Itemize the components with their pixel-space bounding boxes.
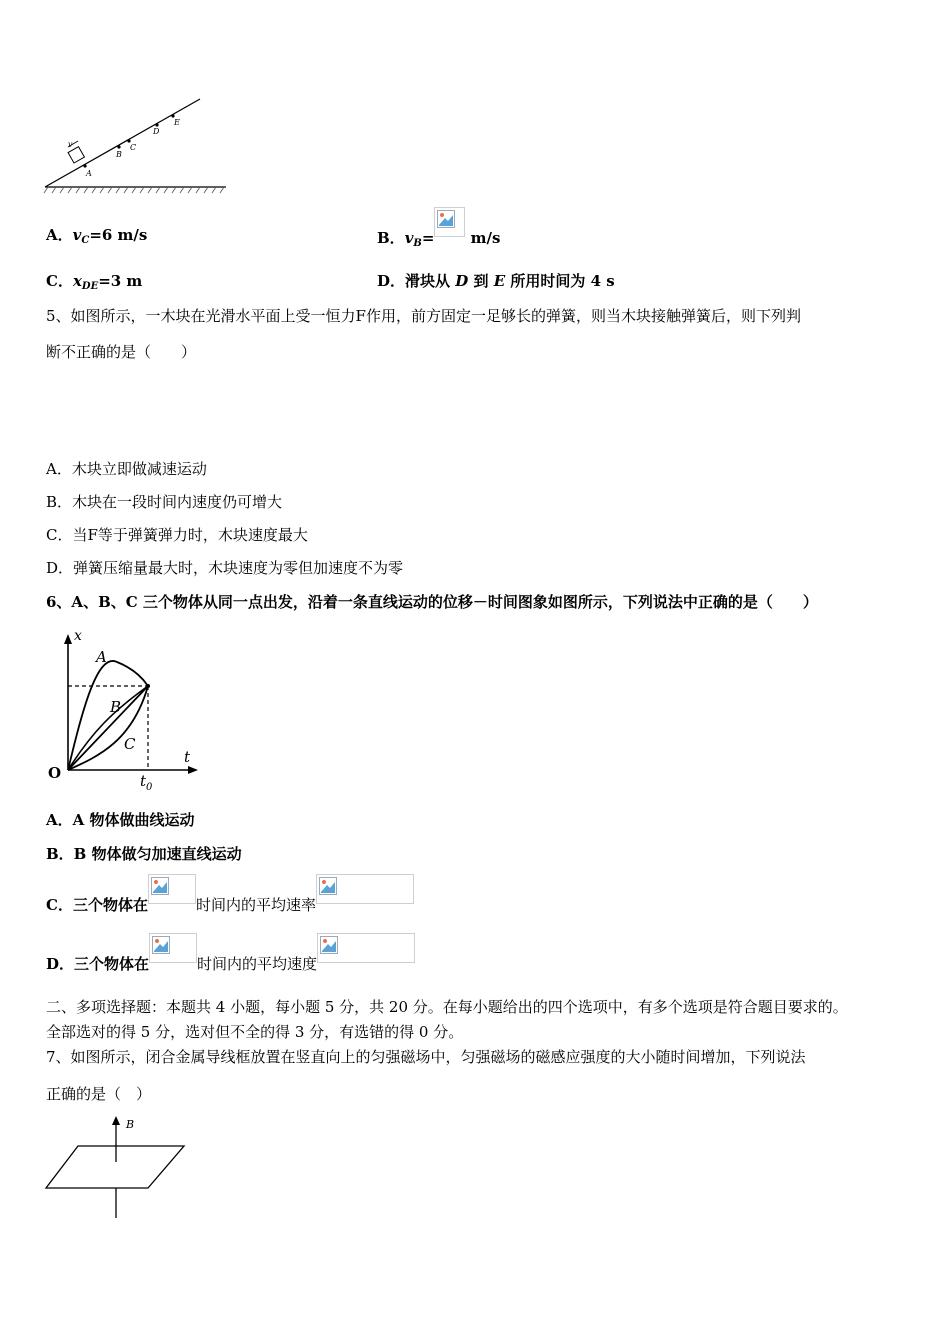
t-axis-label: t (184, 748, 191, 766)
q5-stem-line1: 5、如图所示，一木块在光滑水平面上受一恒力F作用，前方固定一足够长的弹簧，则当木块接触弹簧后，则下列判 (46, 307, 801, 325)
position-time-graph (42, 622, 202, 792)
point-a-label: A (86, 169, 92, 178)
q4-option-a: A．$v_C=6$ m/s (46, 226, 148, 246)
q5-option-b: B．木块在一段时间内速度仍可增大 (46, 493, 283, 511)
q6-option-b: B．B 物体做匀加速直线运动 (46, 845, 242, 863)
q5-stem-line2: 断不正确的是（ ） (46, 343, 197, 361)
q5-option-c: C．当F等于弹簧弹力时，木块速度最大 (46, 526, 308, 544)
q6-option-c: C．三个物体在 时间内的平均速率 (46, 874, 414, 904)
magnetic-field-figure (42, 1112, 192, 1224)
point-e-label: E (174, 118, 180, 127)
q7-stem-line2: 正确的是（ ） (46, 1085, 152, 1103)
point-c-label: C (130, 143, 137, 152)
q4-option-b: B．$v_B=$ m/s (377, 207, 500, 237)
section2-line1: 二、多项选择题：本题共 4 小题，每小题 5 分，共 20 分。在每小题给出的四个选项中，有多个选项是符合题目要求的。 (46, 998, 848, 1016)
q5-option-d: D．弹簧压缩量最大时，木块速度为零但加速度不为零 (46, 559, 404, 577)
velocity-label: v (68, 140, 73, 149)
curve-c-label: C (124, 735, 136, 753)
q6-option-d: D．三个物体在 时间内的平均速度 (46, 933, 415, 963)
t0-label: $t_0$ (140, 772, 153, 792)
q6-stem: 6、A、B、C 三个物体从同一点出发，沿着一条直线运动的位移－时间图象如图所示，下列说法中正确的是（ ） (46, 593, 818, 611)
field-b-label: B (126, 1118, 135, 1131)
broken-image-icon (317, 933, 415, 963)
broken-image-icon (434, 207, 465, 237)
point-d-label: D (153, 127, 160, 136)
broken-image-icon (148, 874, 196, 904)
point-b-label: B (116, 150, 122, 159)
x-axis-label: x (74, 628, 82, 644)
curve-b-label: B (110, 698, 122, 716)
broken-image-icon (149, 933, 197, 963)
q5-option-a: A．木块立即做减速运动 (46, 460, 207, 478)
q7-stem-line1: 7、如图所示，闭合金属导线框放置在竖直向上的匀强磁场中，匀强磁场的磁感应强度的大小随时间增加，下列说法 (46, 1048, 806, 1066)
origin-label: O (48, 764, 62, 782)
q4-option-d: D．滑块从 D 到 E 所用时间为 4 s (377, 272, 615, 290)
q4-option-c: C．$x_{DE}=3$ m (46, 272, 143, 292)
broken-image-icon (316, 874, 414, 904)
section2-line2: 全部选对的得 5 分，选对但不全的得 3 分，有选错的得 0 分。 (46, 1023, 464, 1041)
q6-option-a: A．A 物体做曲线运动 (46, 811, 195, 829)
incline-figure (40, 95, 235, 197)
curve-a-label: A (96, 648, 107, 666)
